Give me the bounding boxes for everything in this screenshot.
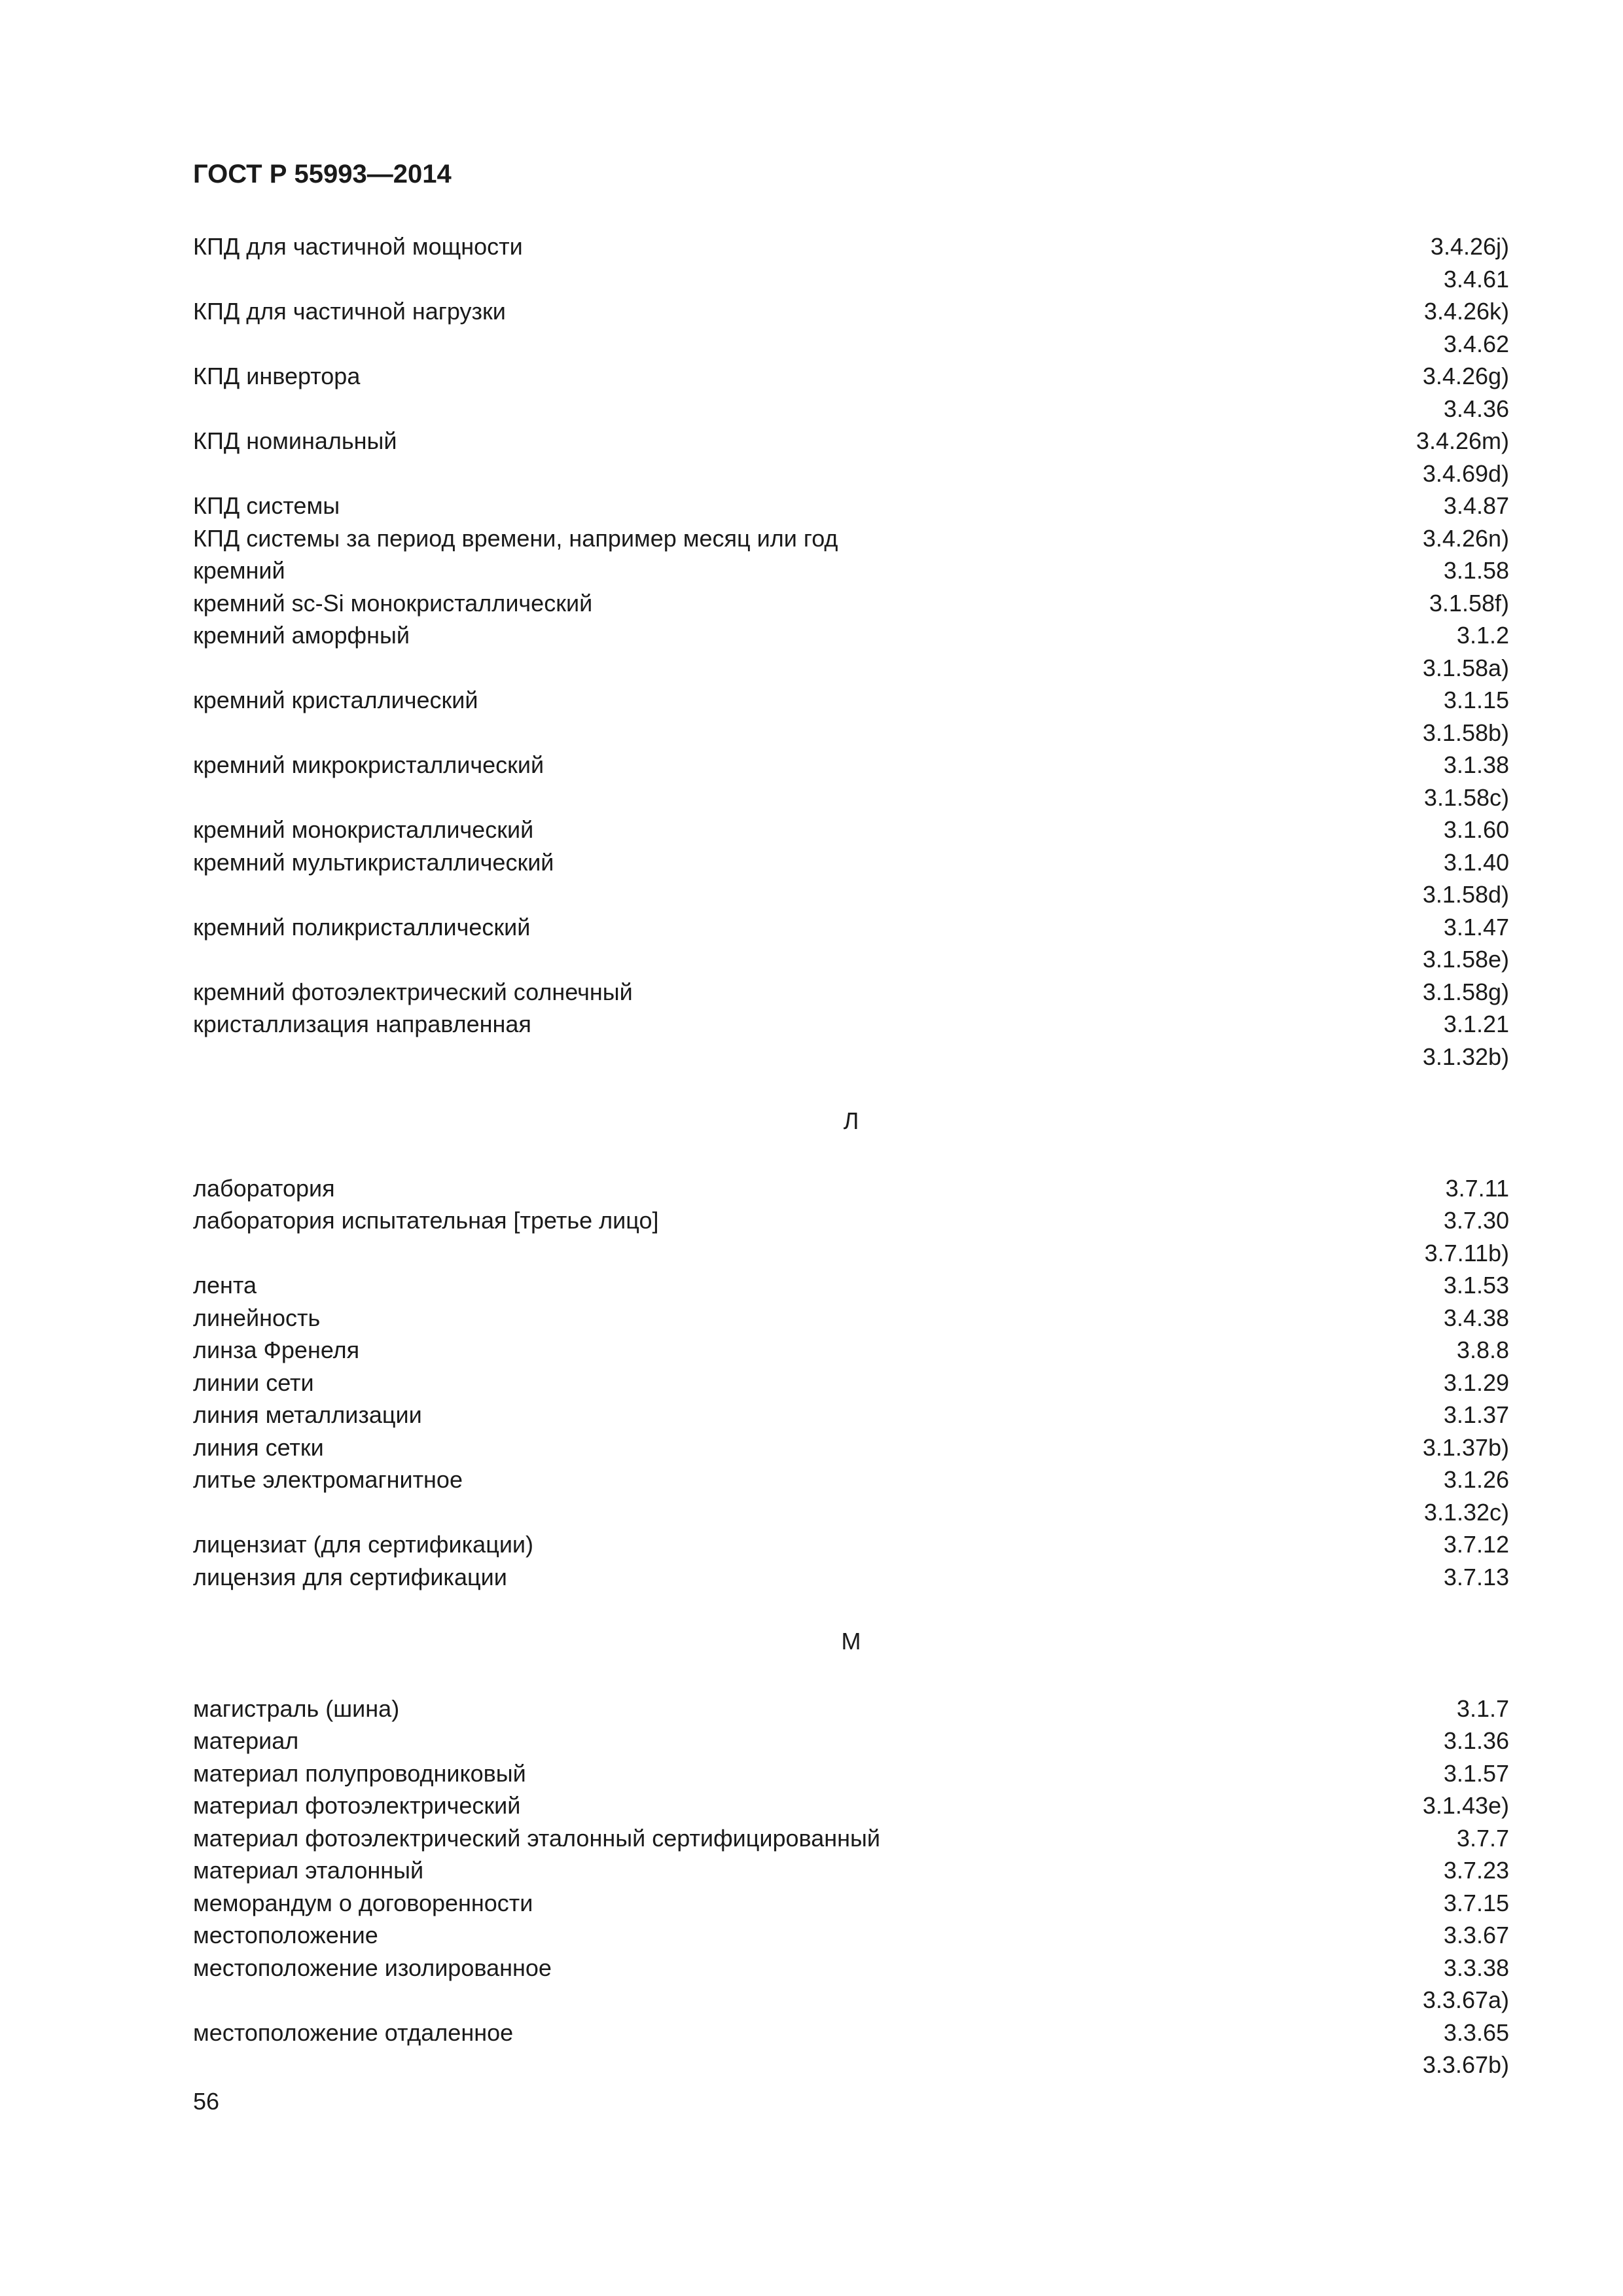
index-entry (193, 1463, 1509, 1528)
index-entry (193, 2017, 1509, 2081)
index-term: местоположение изолированное (193, 1954, 552, 1981)
index-codes (1423, 619, 1509, 684)
index-term: линия сетки (193, 1433, 324, 1461)
index-term: КПД системы (193, 492, 340, 519)
clause-reference: 3.1.58e) (1422, 946, 1509, 973)
clause-reference: 3.7.23 (1443, 1857, 1509, 1884)
index-term: местоположение отдаленное (193, 2018, 514, 2046)
index-entry (193, 1269, 1509, 1302)
clause-reference: 3.3.38 (1443, 1954, 1509, 1981)
clause-reference: 3.1.37 (1443, 1401, 1509, 1428)
index-entry (193, 976, 1509, 1009)
index-codes (1431, 230, 1509, 295)
index-term: литье электромагнитное (193, 1466, 463, 1493)
index-codes (1444, 1887, 1509, 1920)
index-entry (193, 1204, 1509, 1269)
index-term: кремний микрокристаллический (193, 751, 544, 778)
index-term: КПД для частичной нагрузки (193, 298, 506, 325)
clause-reference: 3.4.26g) (1422, 363, 1509, 389)
index-term: лаборатория (193, 1174, 335, 1202)
index-codes (1444, 1725, 1509, 1757)
index-entry (193, 1528, 1509, 1561)
index-codes (1423, 976, 1509, 1009)
clause-reference: 3.1.26 (1443, 1466, 1509, 1493)
index-entry (193, 1887, 1509, 1920)
index-codes (1423, 684, 1509, 749)
clause-reference: 3.1.58f) (1429, 589, 1509, 617)
index-entry (193, 1334, 1509, 1367)
index-entry (193, 1789, 1509, 1822)
index-codes (1444, 1854, 1509, 1887)
index-entry (193, 1008, 1509, 1073)
index-codes (1444, 1367, 1509, 1399)
clause-reference: 3.1.58 (1443, 557, 1509, 584)
index-term: кремний фотоэлектрический солнечный (193, 978, 633, 1005)
index-term: материал (193, 1727, 299, 1754)
clause-reference: 3.1.53 (1443, 1272, 1509, 1299)
index-codes (1457, 1693, 1509, 1725)
clause-reference: 3.4.26n) (1422, 524, 1509, 552)
index-codes (1423, 911, 1509, 976)
clause-reference: 3.4.87 (1443, 492, 1509, 519)
clause-reference: 3.1.60 (1443, 816, 1509, 843)
index-term: лицензиат (для сертификации) (193, 1531, 534, 1558)
section-letter: М (841, 1628, 861, 1655)
clause-reference: 3.4.69d) (1422, 459, 1509, 487)
index-entry (193, 1399, 1509, 1431)
index-entry (193, 1302, 1509, 1335)
index-entry (193, 814, 1509, 846)
index-term: КПД системы за период времени, например месяц или год (193, 524, 838, 552)
index-term: КПД инвертора (193, 363, 361, 389)
clause-reference: 3.4.26m) (1416, 427, 1509, 454)
index-term: кремний кристаллический (193, 687, 478, 713)
index-codes (1444, 814, 1509, 846)
index-entry (193, 619, 1509, 684)
index-codes (1457, 1334, 1509, 1367)
clause-reference: 3.8.8 (1456, 1336, 1509, 1363)
clause-reference: 3.1.21 (1443, 1011, 1509, 1037)
index-entry (193, 1561, 1509, 1594)
index-term: лента (193, 1272, 257, 1299)
index-term: лицензия для сертификации (193, 1563, 507, 1590)
clause-reference: 3.1.58d) (1422, 881, 1509, 908)
index-entry (193, 1172, 1509, 1205)
index-term: кремний sc-Si монокристаллический (193, 589, 593, 617)
index-entry (193, 230, 1509, 295)
index-entry (193, 684, 1509, 749)
index-entry (193, 1725, 1509, 1757)
document-header: ГОСТ Р 55993—2014 (193, 160, 452, 188)
clause-reference: 3.1.43e) (1422, 1792, 1509, 1819)
clause-reference: 3.1.36 (1443, 1727, 1509, 1754)
index-codes (1444, 1528, 1509, 1561)
index-entry (193, 1822, 1509, 1855)
clause-reference: 3.4.26k) (1423, 298, 1509, 325)
clause-reference: 3.3.67b) (1422, 2051, 1509, 2078)
clause-reference: 3.1.32b) (1422, 1043, 1509, 1070)
index-entry (193, 846, 1509, 911)
page-number: 56 (193, 2088, 220, 2115)
index-entry (193, 911, 1509, 976)
index-codes (1444, 554, 1509, 587)
index-term: кремний мультикристаллический (193, 848, 554, 876)
index-codes (1444, 1269, 1509, 1302)
clause-reference: 3.1.57 (1443, 1759, 1509, 1787)
index-entry (193, 425, 1509, 490)
index-codes (1423, 522, 1509, 555)
index-term: кристаллизация направленная (193, 1011, 531, 1037)
index-codes (1444, 490, 1509, 522)
index-term: линза Френеля (193, 1336, 360, 1363)
index-codes (1423, 360, 1509, 425)
clause-reference: 3.1.58g) (1422, 978, 1509, 1005)
clause-reference: 3.1.29 (1443, 1369, 1509, 1396)
clause-reference: 3.7.12 (1443, 1531, 1509, 1558)
clause-reference: 3.7.7 (1456, 1824, 1509, 1852)
clause-reference: 3.4.26j) (1430, 233, 1509, 260)
clause-reference: 3.1.38 (1443, 751, 1509, 778)
index-entry (193, 554, 1509, 587)
clause-reference: 3.1.58b) (1422, 719, 1509, 746)
index-codes (1416, 425, 1509, 490)
clause-reference: 3.3.65 (1443, 2018, 1509, 2046)
clause-reference: 3.1.58c) (1423, 783, 1509, 811)
index-entry (193, 749, 1509, 814)
index-codes (1424, 749, 1509, 814)
index-content (193, 230, 1509, 2081)
index-entry (193, 587, 1509, 620)
index-codes (1423, 1431, 1509, 1464)
index-term: линия металлизации (193, 1401, 422, 1428)
index-codes (1423, 1789, 1509, 1822)
index-entry (193, 295, 1509, 360)
index-term: кремний аморфный (193, 622, 410, 649)
index-term: местоположение (193, 1922, 378, 1948)
index-codes (1424, 295, 1509, 360)
clause-reference: 3.4.61 (1443, 265, 1509, 293)
clause-reference: 3.1.32c) (1423, 1498, 1509, 1526)
index-term: КПД для частичной мощности (193, 233, 523, 260)
index-entry (193, 522, 1509, 555)
index-entry (193, 490, 1509, 522)
clause-reference: 3.1.15 (1443, 687, 1509, 713)
clause-reference: 3.1.2 (1456, 622, 1509, 649)
index-codes (1424, 1463, 1509, 1528)
index-entry (193, 1367, 1509, 1399)
index-entry (193, 1952, 1509, 2017)
index-term: кремний (193, 557, 285, 584)
index-term: линии сети (193, 1369, 314, 1396)
index-codes (1457, 1822, 1509, 1855)
clause-reference: 3.7.15 (1443, 1889, 1509, 1916)
clause-reference: 3.4.38 (1443, 1304, 1509, 1331)
section-letter: Л (843, 1107, 859, 1134)
clause-reference: 3.7.11 (1445, 1174, 1509, 1202)
index-codes (1444, 1399, 1509, 1431)
index-codes (1446, 1172, 1509, 1205)
index-term: линейность (193, 1304, 321, 1331)
clause-reference: 3.7.11b) (1424, 1239, 1509, 1266)
index-codes (1444, 1561, 1509, 1594)
clause-reference: 3.1.58a) (1422, 654, 1509, 681)
index-codes (1444, 1302, 1509, 1335)
clause-reference: 3.4.62 (1443, 330, 1509, 357)
index-codes (1423, 2017, 1509, 2081)
index-term: кремний поликристаллический (193, 913, 531, 941)
index-entry (193, 1919, 1509, 1952)
index-term: материал полупроводниковый (193, 1759, 526, 1787)
index-entry (193, 360, 1509, 425)
index-term: КПД номинальный (193, 427, 397, 454)
index-term: кремний монокристаллический (193, 816, 534, 843)
clause-reference: 3.3.67 (1443, 1922, 1509, 1948)
clause-reference: 3.1.40 (1443, 848, 1509, 876)
index-term: материал фотоэлектрический эталонный сертифицированный (193, 1824, 881, 1852)
index-codes (1423, 1008, 1509, 1073)
clause-reference: 3.7.30 (1443, 1207, 1509, 1234)
index-codes (1425, 1204, 1509, 1269)
index-entry (193, 1757, 1509, 1790)
index-term: материал фотоэлектрический (193, 1792, 521, 1819)
index-codes (1429, 587, 1509, 620)
index-term: лаборатория испытательная [третье лицо] (193, 1207, 659, 1234)
clause-reference: 3.7.13 (1443, 1563, 1509, 1590)
clause-reference: 3.1.7 (1456, 1695, 1509, 1722)
index-codes (1423, 1952, 1509, 2017)
clause-reference: 3.1.47 (1443, 913, 1509, 941)
index-term: меморандум о договоренности (193, 1889, 533, 1916)
clause-reference: 3.4.36 (1443, 395, 1509, 422)
index-entry (193, 1854, 1509, 1887)
clause-reference: 3.3.67a) (1422, 1986, 1509, 2013)
index-codes (1423, 846, 1509, 911)
index-entry (193, 1693, 1509, 1725)
index-codes (1444, 1919, 1509, 1952)
index-codes (1444, 1757, 1509, 1790)
index-term: материал эталонный (193, 1857, 424, 1884)
index-entry (193, 1431, 1509, 1464)
clause-reference: 3.1.37b) (1422, 1433, 1509, 1461)
index-term: магистраль (шина) (193, 1695, 400, 1722)
